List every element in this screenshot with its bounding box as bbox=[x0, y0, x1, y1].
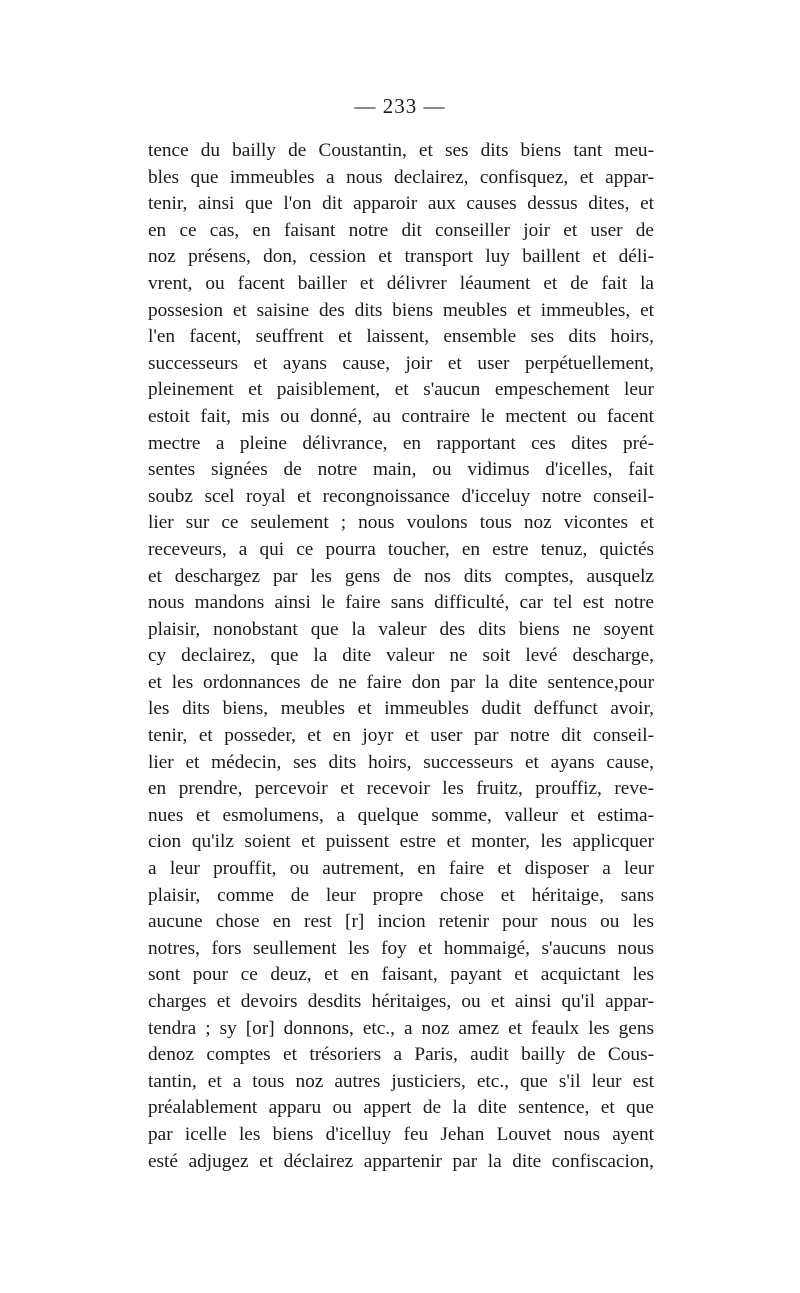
text-line: par icelle les biens d'icelluy feu Jehan Louvet nous ayent bbox=[148, 1123, 654, 1145]
text-line: bles que immeubles a nous declairez, confisquez, et appar- bbox=[148, 166, 654, 188]
text-line: tenir, ainsi que l'on dit apparoir aux causes dessus dites, et bbox=[148, 193, 654, 215]
text-line: denoz comptes et trésoriers a Paris, audit bailly de Cous- bbox=[148, 1044, 654, 1066]
text-line: aucune chose en rest [r] incion retenir pour nous ou les bbox=[148, 911, 654, 933]
text-line: noz présens, don, cession et transport luy baillent et déli- bbox=[148, 246, 654, 268]
text-line: estoit fait, mis ou donné, au contraire le mectent ou facent bbox=[148, 405, 654, 427]
text-line: charges et devoirs desdits héritaiges, ou et ainsi qu'il appar- bbox=[148, 991, 654, 1012]
text-line: tantin, et a tous noz autres justiciers, etc., que s'il leur est bbox=[148, 1070, 654, 1092]
text-line: cy declairez, que la dite valeur ne soit levé descharge, bbox=[148, 645, 654, 667]
text-line: mectre a pleine délivrance, en rapportant ces dites pré- bbox=[148, 432, 654, 454]
text-line: plaisir, comme de leur propre chose et héritaige, sans bbox=[148, 884, 654, 906]
text-line: lier et médecin, ses dits hoirs, successeurs et ayans cause, bbox=[148, 751, 654, 773]
text-line: esté adjugez et déclairez appartenir par la dite confiscacion, bbox=[148, 1150, 654, 1172]
text-line: receveurs, a qui ce pourra toucher, en estre tenuz, quictés bbox=[148, 538, 654, 560]
text-line: plaisir, nonobstant que la valeur des dits biens ne soyent bbox=[148, 618, 654, 640]
text-line: cion qu'ilz soient et puissent estre et monter, les applicquer bbox=[148, 831, 654, 853]
text-line: a leur prouffit, ou autrement, en faire et disposer a leur bbox=[148, 858, 654, 880]
text-line: successeurs et ayans cause, joir et user perpétuellement, bbox=[148, 352, 654, 374]
text-line: l'en facent, seuffrent et laissent, ensemble ses dits hoirs, bbox=[148, 326, 654, 348]
text-line: en ce cas, en faisant notre dit conseiller joir et user de bbox=[148, 219, 654, 241]
text-line: et les ordonnances de ne faire don par la dite sentence,pour bbox=[148, 671, 654, 693]
text-line: les dits biens, meubles et immeubles dudit deffunct avoir, bbox=[148, 698, 654, 720]
text-line: sentes signées de notre main, ou vidimus d'icelles, fait bbox=[148, 459, 654, 481]
text-line: et deschargez par les gens de nos dits comptes, ausquelz bbox=[148, 565, 654, 587]
body-text bbox=[148, 138, 654, 1175]
text-line: nues et esmolumens, a quelque somme, valleur et estima- bbox=[148, 804, 654, 826]
text-line: sont pour ce deuz, et en faisant, payant et acquictant les bbox=[148, 964, 654, 986]
text-line: en prendre, percevoir et recevoir les fruitz, prouffiz, reve- bbox=[148, 778, 654, 800]
text-line: préalablement apparu ou appert de la dite sentence, et que bbox=[148, 1097, 654, 1119]
text-line: tendra ; sy [or] donnons, etc., a noz amez et feaulx les gens bbox=[148, 1017, 654, 1039]
text-line: possesion et saisine des dits biens meubles et immeubles, et bbox=[148, 299, 654, 321]
text-line: tence du bailly de Coustantin, et ses dits biens tant meu- bbox=[148, 140, 654, 161]
text-line: lier sur ce seulement ; nous voulons tous noz vicontes et bbox=[148, 512, 654, 534]
text-line: vrent, ou facent bailler et délivrer léaument et de fait la bbox=[148, 272, 654, 294]
text-line: pleinement et paisiblement, et s'aucun empeschement leur bbox=[148, 379, 654, 401]
text-line: soubz scel royal et recongnoissance d'icceluy notre conseil- bbox=[148, 485, 654, 507]
page-number: — 233 — bbox=[354, 94, 446, 118]
text-line: nous mandons ainsi le faire sans difficulté, car tel est notre bbox=[148, 592, 654, 614]
text-line: tenir, et posseder, et en joyr et user par notre dit conseil- bbox=[148, 725, 654, 747]
text-line: notres, fors seullement les foy et hommaigé, s'aucuns nous bbox=[148, 937, 654, 959]
